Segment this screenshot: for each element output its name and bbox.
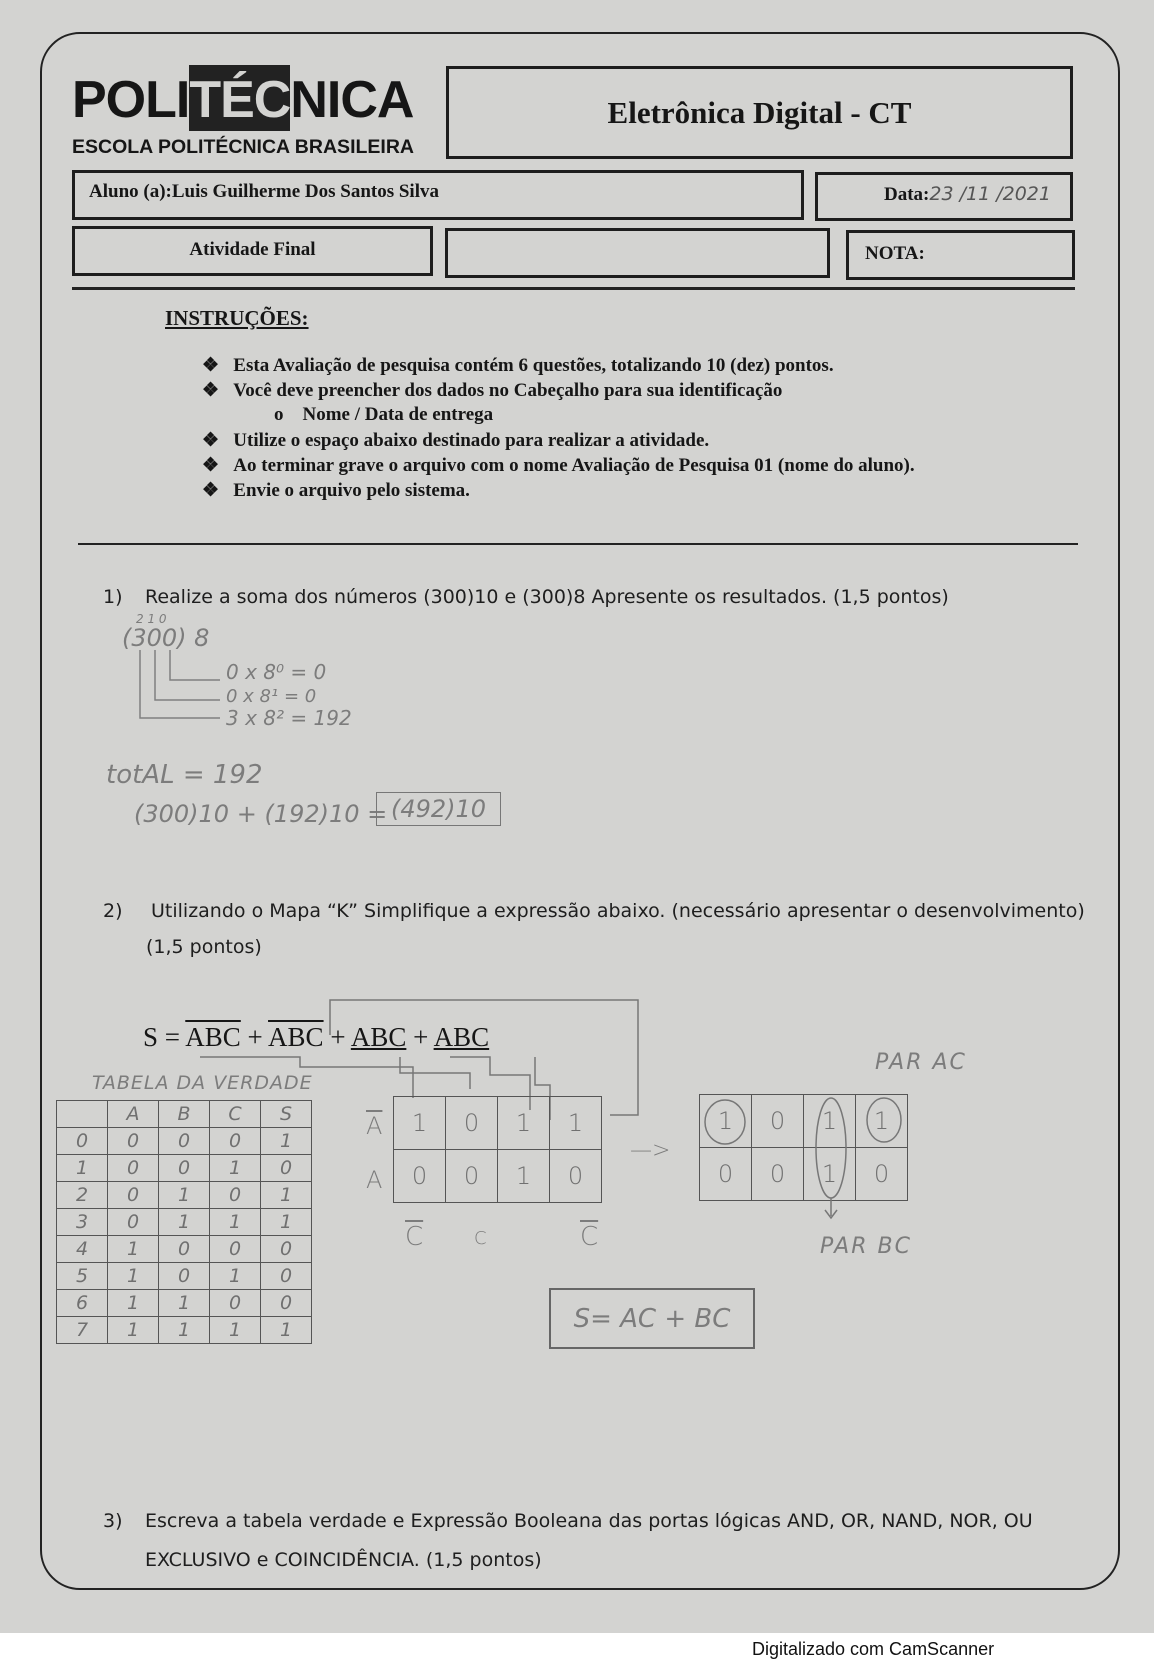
q1-bracket-lines bbox=[130, 650, 230, 730]
term-4: ABC bbox=[433, 1022, 490, 1052]
table-row: 5 1 0 1 0 bbox=[57, 1263, 312, 1290]
table-row: 2 0 1 0 1 bbox=[57, 1182, 312, 1209]
table-row: 0 0 0 0 1 bbox=[57, 1128, 312, 1155]
q1-work-line: 3 x 8² = 192 bbox=[226, 706, 352, 730]
date-label: Data: bbox=[884, 184, 930, 205]
scanner-watermark: Digitalizado com CamScanner bbox=[752, 1639, 995, 1659]
truth-table bbox=[56, 1100, 312, 1344]
header-divider bbox=[72, 287, 1075, 290]
table-row: 7 1 1 1 1 bbox=[57, 1317, 312, 1344]
activity-box bbox=[72, 226, 433, 276]
q1-work-line: 0 x 8⁰ = 0 bbox=[226, 660, 327, 684]
term-3: ABC bbox=[350, 1022, 407, 1052]
q3-text: Escreva a tabela verdade e Expressão Booleana das portas lógicas AND, OR, NAND, NOR, OU bbox=[145, 1510, 1033, 1532]
truth-table-title: TABELA DA VERDADE bbox=[92, 1072, 313, 1094]
table-row: 6 1 1 0 0 bbox=[57, 1290, 312, 1317]
kmap-col-label: $\overline{C}$ bbox=[405, 1222, 424, 1252]
grade-label: NOTA: bbox=[865, 243, 925, 264]
student-label: Aluno (a): bbox=[89, 181, 172, 202]
q1-octal-number: (300) 8 bbox=[122, 624, 210, 652]
kmap-row-label: $\overline{A}$ bbox=[366, 1112, 383, 1140]
date-box bbox=[815, 172, 1073, 221]
footer-bar bbox=[0, 1633, 1154, 1665]
instruction-item: ❖ Você deve preencher dos dados no Cabeçalho para sua identificação bbox=[202, 380, 783, 401]
q3-text-cont: EXCLUSIVO e COINCIDÊNCIA. (1,5 pontos) bbox=[145, 1549, 542, 1571]
kmap-group-loops bbox=[699, 1094, 929, 1234]
kmap-row-label: A bbox=[366, 1166, 383, 1194]
answer-box bbox=[549, 1288, 755, 1349]
term-1: $\overline{ABC}$ bbox=[185, 1022, 241, 1052]
q1-number: 1) bbox=[103, 586, 123, 608]
instruction-item: ❖ Utilize o espaço abaixo destinado para realizar a atividade. bbox=[202, 430, 710, 451]
table-row: 3 0 1 1 1 bbox=[57, 1209, 312, 1236]
q1-result-box: (492)10 bbox=[376, 792, 501, 826]
course-box bbox=[446, 66, 1073, 159]
student-box bbox=[72, 170, 804, 220]
q1-text: Realize a soma dos números (300)10 e (300)8 Apresente os resultados. (1,5 pontos) bbox=[145, 586, 949, 608]
q1-digit-index: 2 1 0 bbox=[136, 612, 167, 626]
table-row: 4 1 0 0 0 bbox=[57, 1236, 312, 1263]
q1-sum: (300)10 + (192)10 = bbox=[134, 800, 388, 828]
instruction-subitem: o Nome / Data de entrega bbox=[274, 404, 494, 425]
kmap2-group-label-top: PAR AC bbox=[875, 1050, 967, 1075]
instruction-item: ❖ Ao terminar grave o arquivo com o nome Avaliação de Pesquisa 01 (nome do aluno). bbox=[202, 455, 915, 476]
instruction-item: ❖ Esta Avaliação de pesquisa contém 6 questões, totalizando 10 (dez) pontos. bbox=[202, 355, 834, 376]
school-name: ESCOLA POLITÉCNICA BRASILEIRA bbox=[72, 136, 414, 158]
kmap2-group-label-bottom: PAR BC bbox=[820, 1234, 912, 1259]
expression: $S = \overline{ABC} + \overline{ABC}$ + ABC + ABC bbox=[143, 1022, 490, 1052]
q2-text: Utilizando o Mapa “K” Simplifique a expressão abaixo. (necessário apresentar o desenvolvimento) bbox=[151, 900, 1085, 922]
q3-number: 3) bbox=[103, 1510, 123, 1532]
table-row: 1 0 0 1 0 bbox=[57, 1155, 312, 1182]
q2-number: 2) bbox=[103, 900, 123, 922]
instruction-item: ❖ Envie o arquivo pelo sistema. bbox=[202, 480, 470, 501]
q1-work-line: 0 x 8¹ = 0 bbox=[226, 686, 317, 707]
term-2: $\overline{ABC}$ bbox=[268, 1022, 324, 1052]
instructions-title: INSTRUÇÕES: bbox=[165, 306, 309, 330]
kmap-grouped: 1 0 1 1 0 0 1 0 bbox=[699, 1094, 908, 1201]
kmap-col-label: C bbox=[474, 1228, 487, 1249]
kmap-col-label: $\overline{C}$ bbox=[580, 1222, 599, 1252]
date-value: 23 /11 /2021 bbox=[929, 183, 1051, 205]
q1-total: totAL = 192 bbox=[106, 760, 263, 790]
section-divider bbox=[78, 543, 1078, 545]
student-name: Luis Guilherme Dos Santos Silva bbox=[171, 181, 439, 202]
blank-box bbox=[445, 228, 830, 278]
activity-title: Atividade Final bbox=[189, 239, 316, 260]
grade-box bbox=[846, 230, 1075, 280]
q2-points: (1,5 pontos) bbox=[146, 936, 262, 958]
kmap: 1 0 1 1 0 0 1 0 bbox=[393, 1096, 602, 1203]
course-title: Eletrônica Digital - CT bbox=[607, 94, 912, 130]
logo: POLITÉCNICA bbox=[72, 72, 413, 128]
table-header-row: A B C S bbox=[57, 1101, 312, 1128]
answer-text: S= AC + BC bbox=[573, 1303, 731, 1334]
arrow: —> bbox=[630, 1138, 671, 1163]
